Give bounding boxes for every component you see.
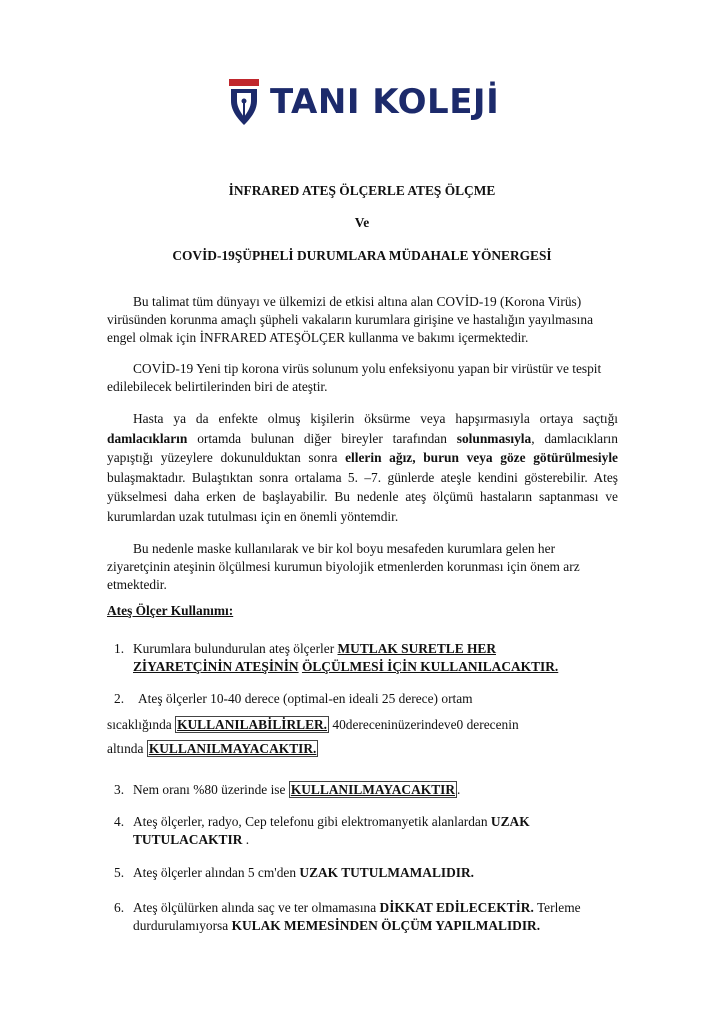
list-item-6: 6. Ateş ölçülürken alında saç ve ter olmamasına DİKKAT EDİLECEKTİR. Terleme durdurulamıyorsa KULAK MEMESİNDEN ÖLÇÜM YAPILMALIDIR.: [114, 900, 581, 933]
list-item-2: 2. Ateş ölçerler 10-40 derece (optimal-en ideali 25 derece) ortam: [114, 691, 473, 706]
list-item-1: 1. Kurumlara bulundurulan ateş ölçerler MUTLAK SURETLE HER ZİYARETÇİNİN ATEŞİNİN ÖLÇÜLMESİ İÇİN KULLANILACAKTIR.: [114, 641, 559, 674]
paragraph-1: Bu talimat tüm dünyayı ve ülkemizi de etkisi altına alan COVİD-19 (Korona Virüs) virüsünden korunma amaçlı şüpheli vakaların kurumlara girişine ve hastalığın yayılmasına engel olmak için İNFRARED ATEŞÖLÇER kullanma ve bakımı içermektedir.: [107, 294, 594, 345]
title-line-1: İNFRARED ATEŞ ÖLÇERLE ATEŞ ÖLÇME: [228, 183, 496, 198]
paragraph-4: Bu nedenle maske kullanılarak ve bir kol boyu mesafeden kurumlara gelen her ziyaretçinin ateşinin ölçülmesi kurumun biyolojik etmenlerden korunması için önem arz etmektedir.: [107, 541, 580, 592]
list-item-5: 5. Ateş ölçerler alından 5 cm'den UZAK TUTULMAMALIDIR.: [114, 865, 474, 880]
paragraph-3: Hasta ya da enfekte olmuş kişilerin öksürme veya hapşırmasıyla ortaya saçtığı damlacıkların ortamda bulunan diğer bireyler tarafından solunmasıyla, damlacıkların yapıştığı yüzeylere dokunulduktan sonra ellerin ağız, burun veya göze götürülmesiyle bulaşmaktadır. Bulaştıktan sonra ortalama 5. –7. günlerde ateşle kendini gösterebilir. Ateş yükselmesi daha erken de başlayabilir. Bu nedenle ateş ölçümü hastaların saptanması ve kurumlardan uzak tutulması için en önemli yöntemdir.: [107, 411, 618, 524]
list-item-4: 4. Ateş ölçerler, radyo, Cep telefonu gibi elektromanyetik alanlardan UZAK TUTULACAKTIR .: [114, 814, 530, 847]
paragraph-2: COVİD-19 Yeni tip korona virüs solunum yolu enfeksiyonu yapan bir virüstür ve tespit edilebilecek belirtilerinden biri de ateştir.: [107, 361, 602, 394]
list-item-2-line-3: altında KULLANILMAYACAKTIR.: [107, 741, 317, 756]
title-line-3: COVİD-19ŞÜPHELİ DURUMLARA MÜDAHALE YÖNERGESİ: [172, 248, 552, 263]
fountain-pen-nib-icon: [226, 77, 262, 127]
list-item-2-line-2: sıcaklığında KULLANILABİLİRLER. 40dereceninüzerindeve0 derecenin: [107, 717, 519, 732]
logo-text: TANI KOLEJİ: [270, 82, 500, 122]
list-item-3: 3. Nem oranı %80 üzerinde ise KULLANILMAYACAKTIR .: [114, 782, 461, 797]
school-logo: [226, 74, 526, 130]
section-heading: Ateş Ölçer Kullanımı:: [107, 603, 234, 618]
title-line-2: Ve: [354, 215, 370, 230]
